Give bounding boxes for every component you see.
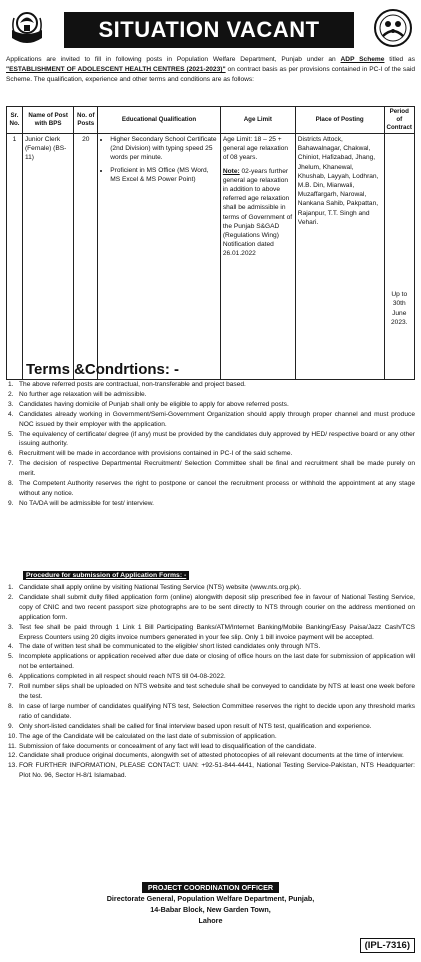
age-note [223,167,293,259]
list-item [6,380,415,390]
list-item-text: No further age relaxation will be admissible. [19,390,147,398]
list-item-text: The date of written test shall be communicated to the eligible/ short listed candidates only through NTS. [19,643,321,651]
list-item [6,682,415,702]
col-num: No. of Posts [74,107,98,134]
page-title: SITUATION VACANT [98,17,320,42]
table-header-row [7,107,415,134]
list-item [6,761,415,781]
list-item-text: Candidate shall apply online by visiting National Testing Service (NTS) website (www.nts.org.pk). [19,584,302,591]
note-text: 02-years further general age relaxation in addition to above referred age relaxation shall be admissible in terms of Government of the Punjab S&GAD (Regulations Wing) Notification dated 26.01.2022 [222,167,293,258]
cell-age [220,134,295,380]
list-item-number: 2. [8,390,14,398]
list-item [6,499,415,509]
population-welfare-department-emblem-icon [373,8,413,48]
list-item-number: 4. [8,410,14,418]
procedure-heading: Procedure for submission of Application Forms: - [23,571,189,580]
qual-item: • Higher Secondary School Certificate (2nd Division) with typing speed 25 words per minute. [110,135,218,163]
list-item-text: Candidates already working in Government/Semi-Government Organization should apply through proper channel and must produce NOC issued by their employer with the application. [19,410,415,428]
list-item [6,722,415,732]
list-item [6,410,415,430]
qual-item: • Proficient in MS Office (MS Word, MS Excel & MS Power Point) [110,166,218,184]
list-item-number: 1. [8,584,14,591]
col-age: Age Limit [220,107,295,134]
list-item-number: 4. [8,643,14,651]
age-limit-text: Age Limit: 18 – 25 + general age relaxation of 08 years. [222,136,289,162]
list-item-text: Roll number slips shall be uploaded on NTS website and test schedule shall be conveyed to candidate by NTS at least one week before the test. [19,683,415,700]
list-item-number: 2. [8,593,14,601]
list-item-text: Recruitment will be made in accordance with provisions contained in PC-I of the said scheme. [19,450,293,458]
list-item-number: 3. [8,400,14,408]
list-item [6,479,415,499]
terms-list [6,380,415,509]
header [6,6,415,52]
posts-table [6,106,415,380]
list-item-number: 9. [8,722,14,730]
list-item-text: Test fee shall be paid through 1 Link 1 Bill Participating Banks/ATM/Internet Banking/Mobile Banking/Easy Paisa/Jazz Cash/TCS Express Counters using 20 digits invoice numbers generated in your fee slip. Only 1 bill invoice payment will be accepted. [19,623,415,641]
col-post: Name of Post with BPS [22,107,73,134]
list-item [6,400,415,410]
list-item [6,623,415,643]
list-item [6,672,415,682]
list-item [6,430,415,450]
list-item-number: 6. [8,450,14,458]
title-banner [64,12,354,48]
list-item-number: 7. [8,460,14,468]
col-qual: Educational Qualification [98,107,221,134]
footer-line-1: Directorate General, Population Welfare Department, Punjab, [106,894,315,903]
list-item-text: FOR FURTHER INFORMATION, PLEASE CONTACT: UAN: +92-51-844-4441, National Testing Service-Pakistan, NTS Headquarter: Plot No. 96, Sector H-8/1 Islamabad. [19,762,415,780]
list-item-number: 1. [8,381,14,388]
list-item-number: 12. [8,752,18,760]
intro-text-2: titled as [384,56,415,63]
cell-num: 20 [74,134,98,380]
adp-scheme-label: ADP Scheme [340,56,385,63]
terms-heading: Terms &Condrtions: - [26,361,180,378]
intro-text-3: on contract basis as per provisions contained in PC-I of the said Scheme. The qualification, experience and other terms and conditions are as follows: [6,66,415,83]
list-item [6,593,415,623]
col-place: Place of Posting [295,107,384,134]
punjab-government-emblem-icon [8,8,46,48]
list-item-text: Candidates having domicile of Punjab shall only be eligible to apply for above referred posts. [19,400,289,408]
table-row [7,134,415,380]
list-item-number: 8. [8,702,14,710]
footer-line-2: 14-Babar Block, New Garden Town, [150,905,271,914]
list-item [6,751,415,761]
list-item-text: The above referred posts are contractual, non-transferable and project based. [19,381,246,388]
cell-place: Districts Attock, Bahawalnagar, Chakwal, Chiniot, Hafizabad, Jhang, Jhelum, Khanewal, Khushab, Layyah, Lodhran, M.B. Din, Mianwali, Muzaffargarh, Narowal, Nankana Sahib, Pakpattan, Rajanpur, T.T. Singh and Vehari. [295,134,384,380]
list-item [6,459,415,479]
list-item [6,702,415,722]
list-item-number: 5. [8,430,14,438]
ipl-code: (IPL-7316) [360,938,415,953]
list-item-text: In case of large number of candidates qualifying NTS test, Selection Committee reserves the right to decide upon any threshold marks ratio of candidate. [19,702,415,720]
list-item-number: 3. [8,623,14,631]
list-item-text: Incomplete applications or application received after due date or closing of office hours on the last date for submission of application will not be entertained. [19,653,415,671]
list-item-text: Applications completed in all respect should reach NTS till 04-08-2022. [19,673,226,681]
list-item-number: 8. [8,480,14,488]
list-item [6,732,415,742]
list-item-number: 13. [8,762,18,770]
cell-qual [98,134,221,380]
list-item [6,742,415,752]
list-item-number: 7. [8,683,14,691]
list-item [6,652,415,672]
list-item-text: The age of the Candidate will be calculated on the last date of submission of application. [19,732,277,740]
procedure-list [6,583,415,781]
cell-post: Junior Clerk (Female) (BS-11) [22,134,73,380]
intro-text-1: Applications are invited to fill in following posts in Population Welfare Department, Punjab under an [6,56,341,63]
list-item [6,390,415,400]
list-item-text: The Competent Authority reserves the right to postpone or cancel the recruitment process or withhold the appointment at any stage without any notice. [19,480,415,497]
list-item [6,583,415,593]
list-item-number: 9. [8,499,14,507]
list-item-text: Submission of fake documents or concealment of any fact will lead to disqualification of the candidate. [19,742,317,750]
list-item-text: Candidate shall produce original documents, alongwith set of attested photocopies of all relevant documents at the time of interview. [19,752,404,760]
list-item-number: 10. [8,732,18,740]
intro-paragraph [6,55,415,85]
list-item-text: The decision of respective Departmental Recruitment/ Selection Committee shall be final and recruitment shall be made purely on merit. [19,460,415,478]
cell-sr: 1 [7,134,23,380]
list-item-text: No TA/DA will be admissible for test/ interview. [19,499,154,507]
col-period: Period of Contract [384,107,415,134]
officer-title: PROJECT COORDINATION OFFICER [142,882,279,893]
list-item-number: 5. [8,653,14,661]
scheme-title: "ESTABLISHMENT OF ADOLESCENT HEALTH CENTRES (2021-2023)" [6,66,226,73]
footer-line-3: Lahore [198,916,223,925]
list-item-text: Only short-listed candidates shall be called for final interview based upon result of NTS test, qualification and experience. [19,722,372,730]
col-sr: Sr. No. [7,107,23,134]
list-item [6,642,415,652]
list-item-number: 11. [8,742,17,750]
list-item-text: The equivalency of certificate/ degree (if any) must be provided by the candidates duly approved by HED/ respective board or any other issuing authority. [19,430,415,448]
footer [6,882,415,926]
cell-period: Up to 30th June 2023. [384,134,415,380]
list-item [6,449,415,459]
note-label: Note: [222,167,240,175]
list-item-number: 6. [8,673,14,681]
list-item-text: Candidate shall submit dully filled application form (online) alongwith deposit slip prescribed fee in favour of National Testing Service, copy of CNIC and two recent passport size photographs are to be sent directly to NTS through courier on the address mentioned on application form. [19,593,415,621]
